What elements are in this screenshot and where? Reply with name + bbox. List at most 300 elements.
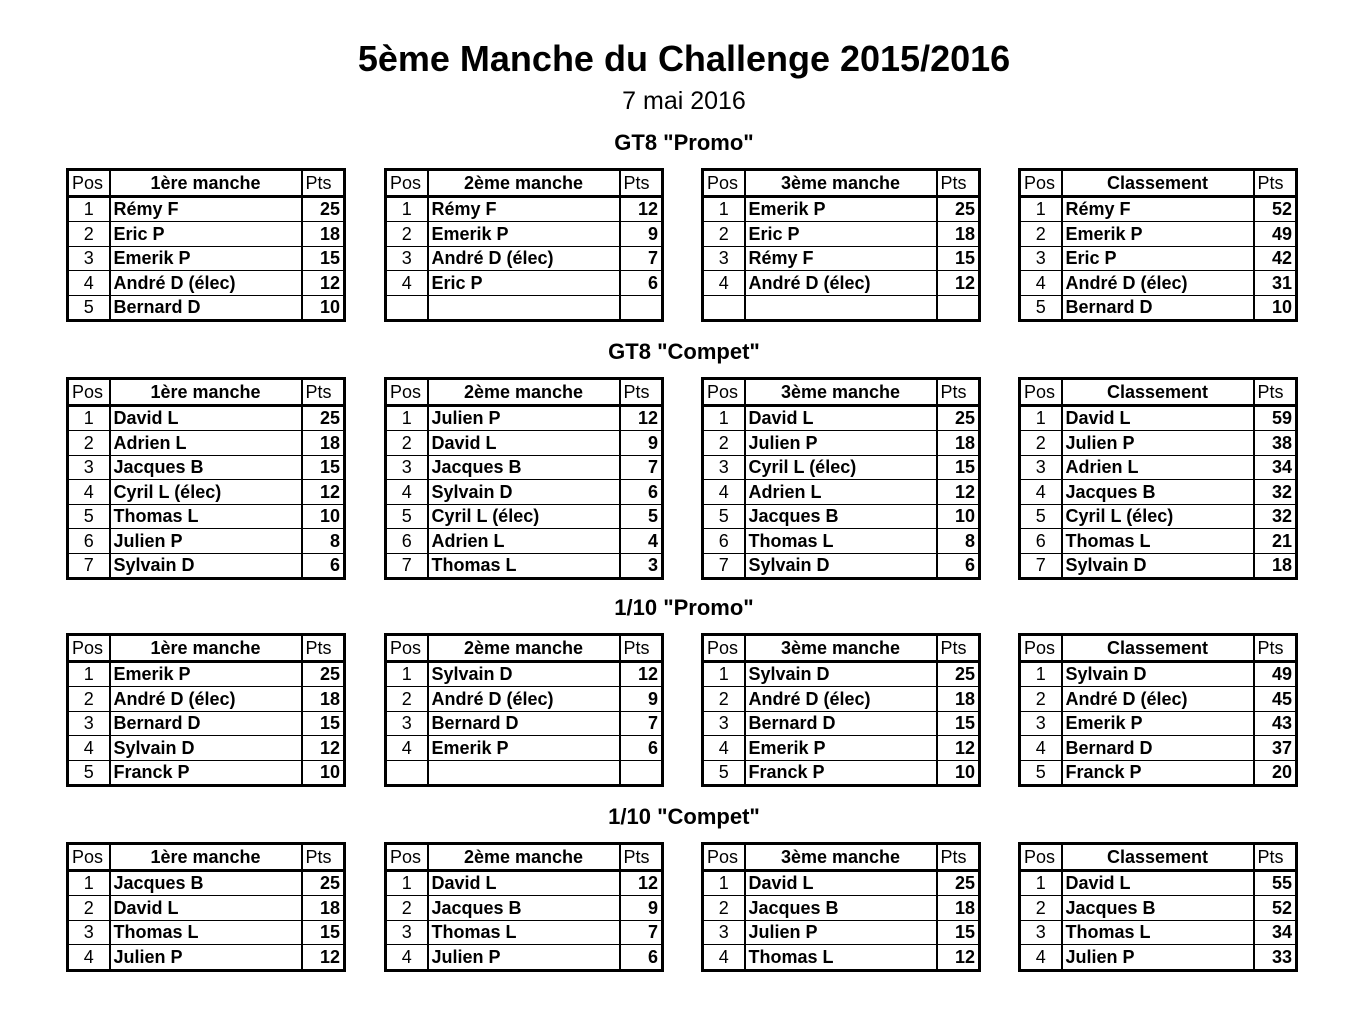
row-driver-name: Eric P [110,222,302,247]
round-table [384,633,664,787]
row-driver-name: Bernard D [428,711,620,736]
row-points: 7 [620,246,663,271]
table-row [386,504,663,529]
row-points: 25 [302,661,345,687]
row-points: 52 [1254,896,1297,921]
row-driver-name: Franck P [745,760,937,786]
row-points: 9 [620,222,663,247]
table-row [1020,504,1297,529]
table-row [68,711,345,736]
table-heading: 2ème manche [428,379,620,406]
row-driver-name: Cyril L (élec) [428,504,620,529]
row-driver-name: Jacques B [745,896,937,921]
table-row [1020,661,1297,687]
results-section [0,130,1368,318]
row-position: 2 [386,687,428,712]
row-position: 6 [386,529,428,554]
row-position: 2 [703,687,745,712]
pos-header: Pos [1020,844,1062,871]
row-driver-name [428,760,620,786]
row-position: 3 [68,711,110,736]
table-row [386,222,663,247]
row-points: 15 [937,246,980,271]
table-header-row [703,379,980,406]
table-row [1020,736,1297,761]
results-section [0,339,1368,576]
row-points: 32 [1254,480,1297,505]
table-heading: 2ème manche [428,635,620,662]
row-position: 1 [68,405,110,431]
row-points: 25 [937,405,980,431]
row-points: 32 [1254,504,1297,529]
pos-header: Pos [703,635,745,662]
row-position: 2 [386,222,428,247]
pos-header: Pos [703,379,745,406]
table-row [703,271,980,296]
row-position [703,295,745,321]
row-driver-name: Cyril L (élec) [1062,504,1254,529]
row-position: 2 [68,687,110,712]
table-row [68,553,345,579]
table-row [386,760,663,786]
row-points: 25 [302,196,345,222]
row-driver-name: Rémy F [745,246,937,271]
row-driver-name: Sylvain D [110,736,302,761]
row-position: 2 [1020,687,1062,712]
row-driver-name: Emerik P [110,246,302,271]
row-position: 2 [703,431,745,456]
table-heading: 1ère manche [110,379,302,406]
row-points: 3 [620,553,663,579]
pts-header: Pts [1254,379,1297,406]
row-position: 2 [1020,222,1062,247]
table-row [68,431,345,456]
row-position: 3 [703,920,745,945]
row-points: 34 [1254,455,1297,480]
row-driver-name: Adrien L [745,480,937,505]
row-points: 43 [1254,711,1297,736]
table-row [68,504,345,529]
row-driver-name: David L [745,405,937,431]
standings-table [1018,168,1298,322]
row-points: 15 [937,920,980,945]
row-points: 5 [620,504,663,529]
table-header-row [68,170,345,197]
pos-header: Pos [1020,379,1062,406]
round-table [66,377,346,580]
row-driver-name: David L [428,431,620,456]
results-section [0,595,1368,783]
pos-header: Pos [68,379,110,406]
table-row [386,480,663,505]
table-row [703,760,980,786]
row-position: 2 [1020,896,1062,921]
row-points: 59 [1254,405,1297,431]
pts-header: Pts [302,379,345,406]
row-points: 15 [302,246,345,271]
table-row [386,455,663,480]
row-position: 6 [68,529,110,554]
pts-header: Pts [937,379,980,406]
table-row [703,455,980,480]
row-position: 1 [1020,661,1062,687]
row-position: 4 [386,480,428,505]
table-row [703,661,980,687]
row-points: 12 [937,736,980,761]
table-row [386,553,663,579]
table-row [68,760,345,786]
row-points: 12 [620,405,663,431]
results-section [0,804,1368,967]
row-points: 10 [302,504,345,529]
row-position [386,760,428,786]
round-table [384,842,664,972]
row-driver-name: Emerik P [110,661,302,687]
row-driver-name: David L [110,896,302,921]
row-points: 55 [1254,870,1297,896]
pts-header: Pts [937,170,980,197]
row-driver-name: Thomas L [110,920,302,945]
pts-header: Pts [937,844,980,871]
row-position: 2 [386,431,428,456]
table-row [68,920,345,945]
table-row [68,271,345,296]
table-heading: 3ème manche [745,635,937,662]
row-position: 7 [1020,553,1062,579]
table-row [386,271,663,296]
row-position: 5 [68,295,110,321]
row-points: 9 [620,431,663,456]
row-points: 37 [1254,736,1297,761]
pos-header: Pos [68,170,110,197]
table-row [703,405,980,431]
table-header-row [386,379,663,406]
row-position: 1 [1020,870,1062,896]
table-heading: 3ème manche [745,844,937,871]
row-points: 12 [302,736,345,761]
row-driver-name: Eric P [745,222,937,247]
table-row [1020,711,1297,736]
row-position: 3 [386,711,428,736]
round-table [701,168,981,322]
row-position: 2 [703,896,745,921]
row-position: 4 [703,480,745,505]
pts-header: Pts [620,170,663,197]
row-driver-name: Sylvain D [428,661,620,687]
pts-header: Pts [620,379,663,406]
table-heading: 3ème manche [745,170,937,197]
pos-header: Pos [703,170,745,197]
round-table [66,168,346,322]
standings-table [1018,633,1298,787]
table-row [386,529,663,554]
row-position: 4 [1020,945,1062,971]
row-driver-name: Emerik P [745,736,937,761]
table-row [386,896,663,921]
table-row [386,295,663,321]
table-header-row [1020,844,1297,871]
table-row [386,945,663,971]
table-row [386,661,663,687]
table-heading: 1ère manche [110,635,302,662]
table-row [703,431,980,456]
row-points: 6 [620,480,663,505]
row-position: 4 [703,736,745,761]
row-points: 25 [937,870,980,896]
row-driver-name: Adrien L [110,431,302,456]
row-points: 6 [620,271,663,296]
row-driver-name: Sylvain D [428,480,620,505]
row-position: 3 [68,920,110,945]
row-driver-name: Jacques B [1062,896,1254,921]
row-driver-name: André D (élec) [110,271,302,296]
row-points: 12 [937,271,980,296]
row-points: 12 [302,945,345,971]
row-driver-name: Thomas L [1062,920,1254,945]
row-driver-name: Adrien L [1062,455,1254,480]
row-points: 31 [1254,271,1297,296]
row-position: 5 [703,504,745,529]
row-driver-name: Bernard D [1062,736,1254,761]
row-position: 3 [1020,455,1062,480]
pts-header: Pts [302,635,345,662]
table-row [703,196,980,222]
row-points: 12 [620,196,663,222]
round-table [701,377,981,580]
row-driver-name: Julien P [745,920,937,945]
table-heading: 1ère manche [110,844,302,871]
table-row [68,687,345,712]
table-row [1020,271,1297,296]
row-driver-name: Franck P [110,760,302,786]
row-points: 10 [302,295,345,321]
table-header-row [386,635,663,662]
table-row [703,896,980,921]
pos-header: Pos [386,844,428,871]
row-driver-name: Thomas L [745,945,937,971]
pos-header: Pos [1020,635,1062,662]
pos-header: Pos [386,170,428,197]
table-row [703,736,980,761]
row-points: 15 [937,711,980,736]
row-position: 5 [68,760,110,786]
row-driver-name: André D (élec) [745,687,937,712]
row-driver-name: Franck P [1062,760,1254,786]
row-position: 3 [386,920,428,945]
row-driver-name: André D (élec) [745,271,937,296]
row-points: 10 [1254,295,1297,321]
page-title: 5ème Manche du Challenge 2015/2016 [357,38,1011,79]
table-header-row [703,844,980,871]
row-position: 2 [68,431,110,456]
row-position: 3 [68,246,110,271]
row-driver-name: Eric P [428,271,620,296]
row-driver-name: Thomas L [110,504,302,529]
table-header-row [68,844,345,871]
section-title: GT8 "Promo" [614,130,754,155]
row-driver-name: Bernard D [745,711,937,736]
table-row [1020,760,1297,786]
row-points: 10 [937,760,980,786]
row-position: 3 [703,246,745,271]
row-points [937,295,980,321]
table-row [703,920,980,945]
table-row [1020,480,1297,505]
table-row [386,431,663,456]
table-row [386,870,663,896]
row-points [620,760,663,786]
row-position: 2 [703,222,745,247]
round-table [66,842,346,972]
row-position: 1 [68,196,110,222]
row-driver-name: Jacques B [428,455,620,480]
row-driver-name: André D (élec) [428,687,620,712]
row-points [620,295,663,321]
pos-header: Pos [68,844,110,871]
row-points: 15 [302,920,345,945]
row-points: 12 [620,661,663,687]
row-points: 33 [1254,945,1297,971]
table-row [703,529,980,554]
standings-table [1018,842,1298,972]
row-position: 3 [703,711,745,736]
row-position: 2 [1020,431,1062,456]
row-position: 3 [386,246,428,271]
row-points: 6 [620,945,663,971]
row-driver-name: Bernard D [1062,295,1254,321]
table-header-row [703,170,980,197]
row-position: 4 [68,271,110,296]
row-driver-name: Sylvain D [745,553,937,579]
table-row [703,295,980,321]
row-points: 6 [620,736,663,761]
row-driver-name: Thomas L [1062,529,1254,554]
round-table [384,377,664,580]
table-row [1020,455,1297,480]
table-row [68,529,345,554]
row-points: 9 [620,896,663,921]
row-position: 1 [1020,405,1062,431]
row-points: 4 [620,529,663,554]
row-points: 7 [620,920,663,945]
row-driver-name: Emerik P [745,196,937,222]
table-row [1020,196,1297,222]
row-driver-name: Julien P [1062,945,1254,971]
row-points: 6 [937,553,980,579]
row-driver-name: Julien P [428,405,620,431]
row-points: 18 [937,896,980,921]
table-row [703,553,980,579]
row-position: 1 [703,661,745,687]
row-position: 1 [68,870,110,896]
section-title: 1/10 "Compet" [608,804,760,829]
table-heading: Classement [1062,635,1254,662]
row-driver-name: Rémy F [428,196,620,222]
table-heading: Classement [1062,379,1254,406]
row-points: 18 [1254,553,1297,579]
row-driver-name: Rémy F [1062,196,1254,222]
table-row [68,455,345,480]
table-row [68,870,345,896]
row-driver-name: Jacques B [110,870,302,896]
pos-header: Pos [386,635,428,662]
row-driver-name: Bernard D [110,295,302,321]
table-row [1020,246,1297,271]
row-driver-name: Thomas L [428,553,620,579]
table-header-row [1020,379,1297,406]
table-row [68,896,345,921]
pos-header: Pos [386,379,428,406]
row-position: 5 [1020,295,1062,321]
row-points: 18 [937,687,980,712]
table-heading: Classement [1062,844,1254,871]
row-points: 18 [937,222,980,247]
table-row [68,945,345,971]
row-driver-name: David L [745,870,937,896]
row-position: 3 [386,455,428,480]
row-position: 6 [1020,529,1062,554]
row-points: 15 [302,455,345,480]
table-row [1020,431,1297,456]
row-position: 4 [703,271,745,296]
table-row [386,711,663,736]
row-driver-name: David L [110,405,302,431]
table-row [386,405,663,431]
round-table [701,842,981,972]
row-driver-name: André D (élec) [1062,687,1254,712]
row-driver-name: Jacques B [745,504,937,529]
pts-header: Pts [620,635,663,662]
row-points: 52 [1254,196,1297,222]
row-driver-name: Adrien L [428,529,620,554]
row-points: 12 [302,271,345,296]
table-row [68,661,345,687]
table-header-row [703,635,980,662]
table-row [703,711,980,736]
row-points: 18 [302,896,345,921]
table-row [1020,553,1297,579]
table-row [68,480,345,505]
row-position: 2 [68,222,110,247]
row-points: 20 [1254,760,1297,786]
pos-header: Pos [703,844,745,871]
row-points: 25 [937,661,980,687]
table-row [68,405,345,431]
table-row [68,222,345,247]
row-position: 3 [1020,246,1062,271]
row-position: 4 [1020,480,1062,505]
row-points: 34 [1254,920,1297,945]
row-driver-name: Julien P [110,529,302,554]
row-driver-name: Thomas L [745,529,937,554]
round-table [66,633,346,787]
table-row [703,504,980,529]
row-position: 7 [68,553,110,579]
row-points: 10 [937,504,980,529]
row-points: 25 [937,196,980,222]
row-position: 3 [703,455,745,480]
table-row [68,736,345,761]
row-points: 8 [937,529,980,554]
table-row [386,687,663,712]
standings-table [1018,377,1298,580]
pts-header: Pts [620,844,663,871]
row-driver-name: Julien P [745,431,937,456]
table-row [703,246,980,271]
section-title: 1/10 "Promo" [614,595,754,620]
row-position: 4 [386,736,428,761]
table-row [703,222,980,247]
